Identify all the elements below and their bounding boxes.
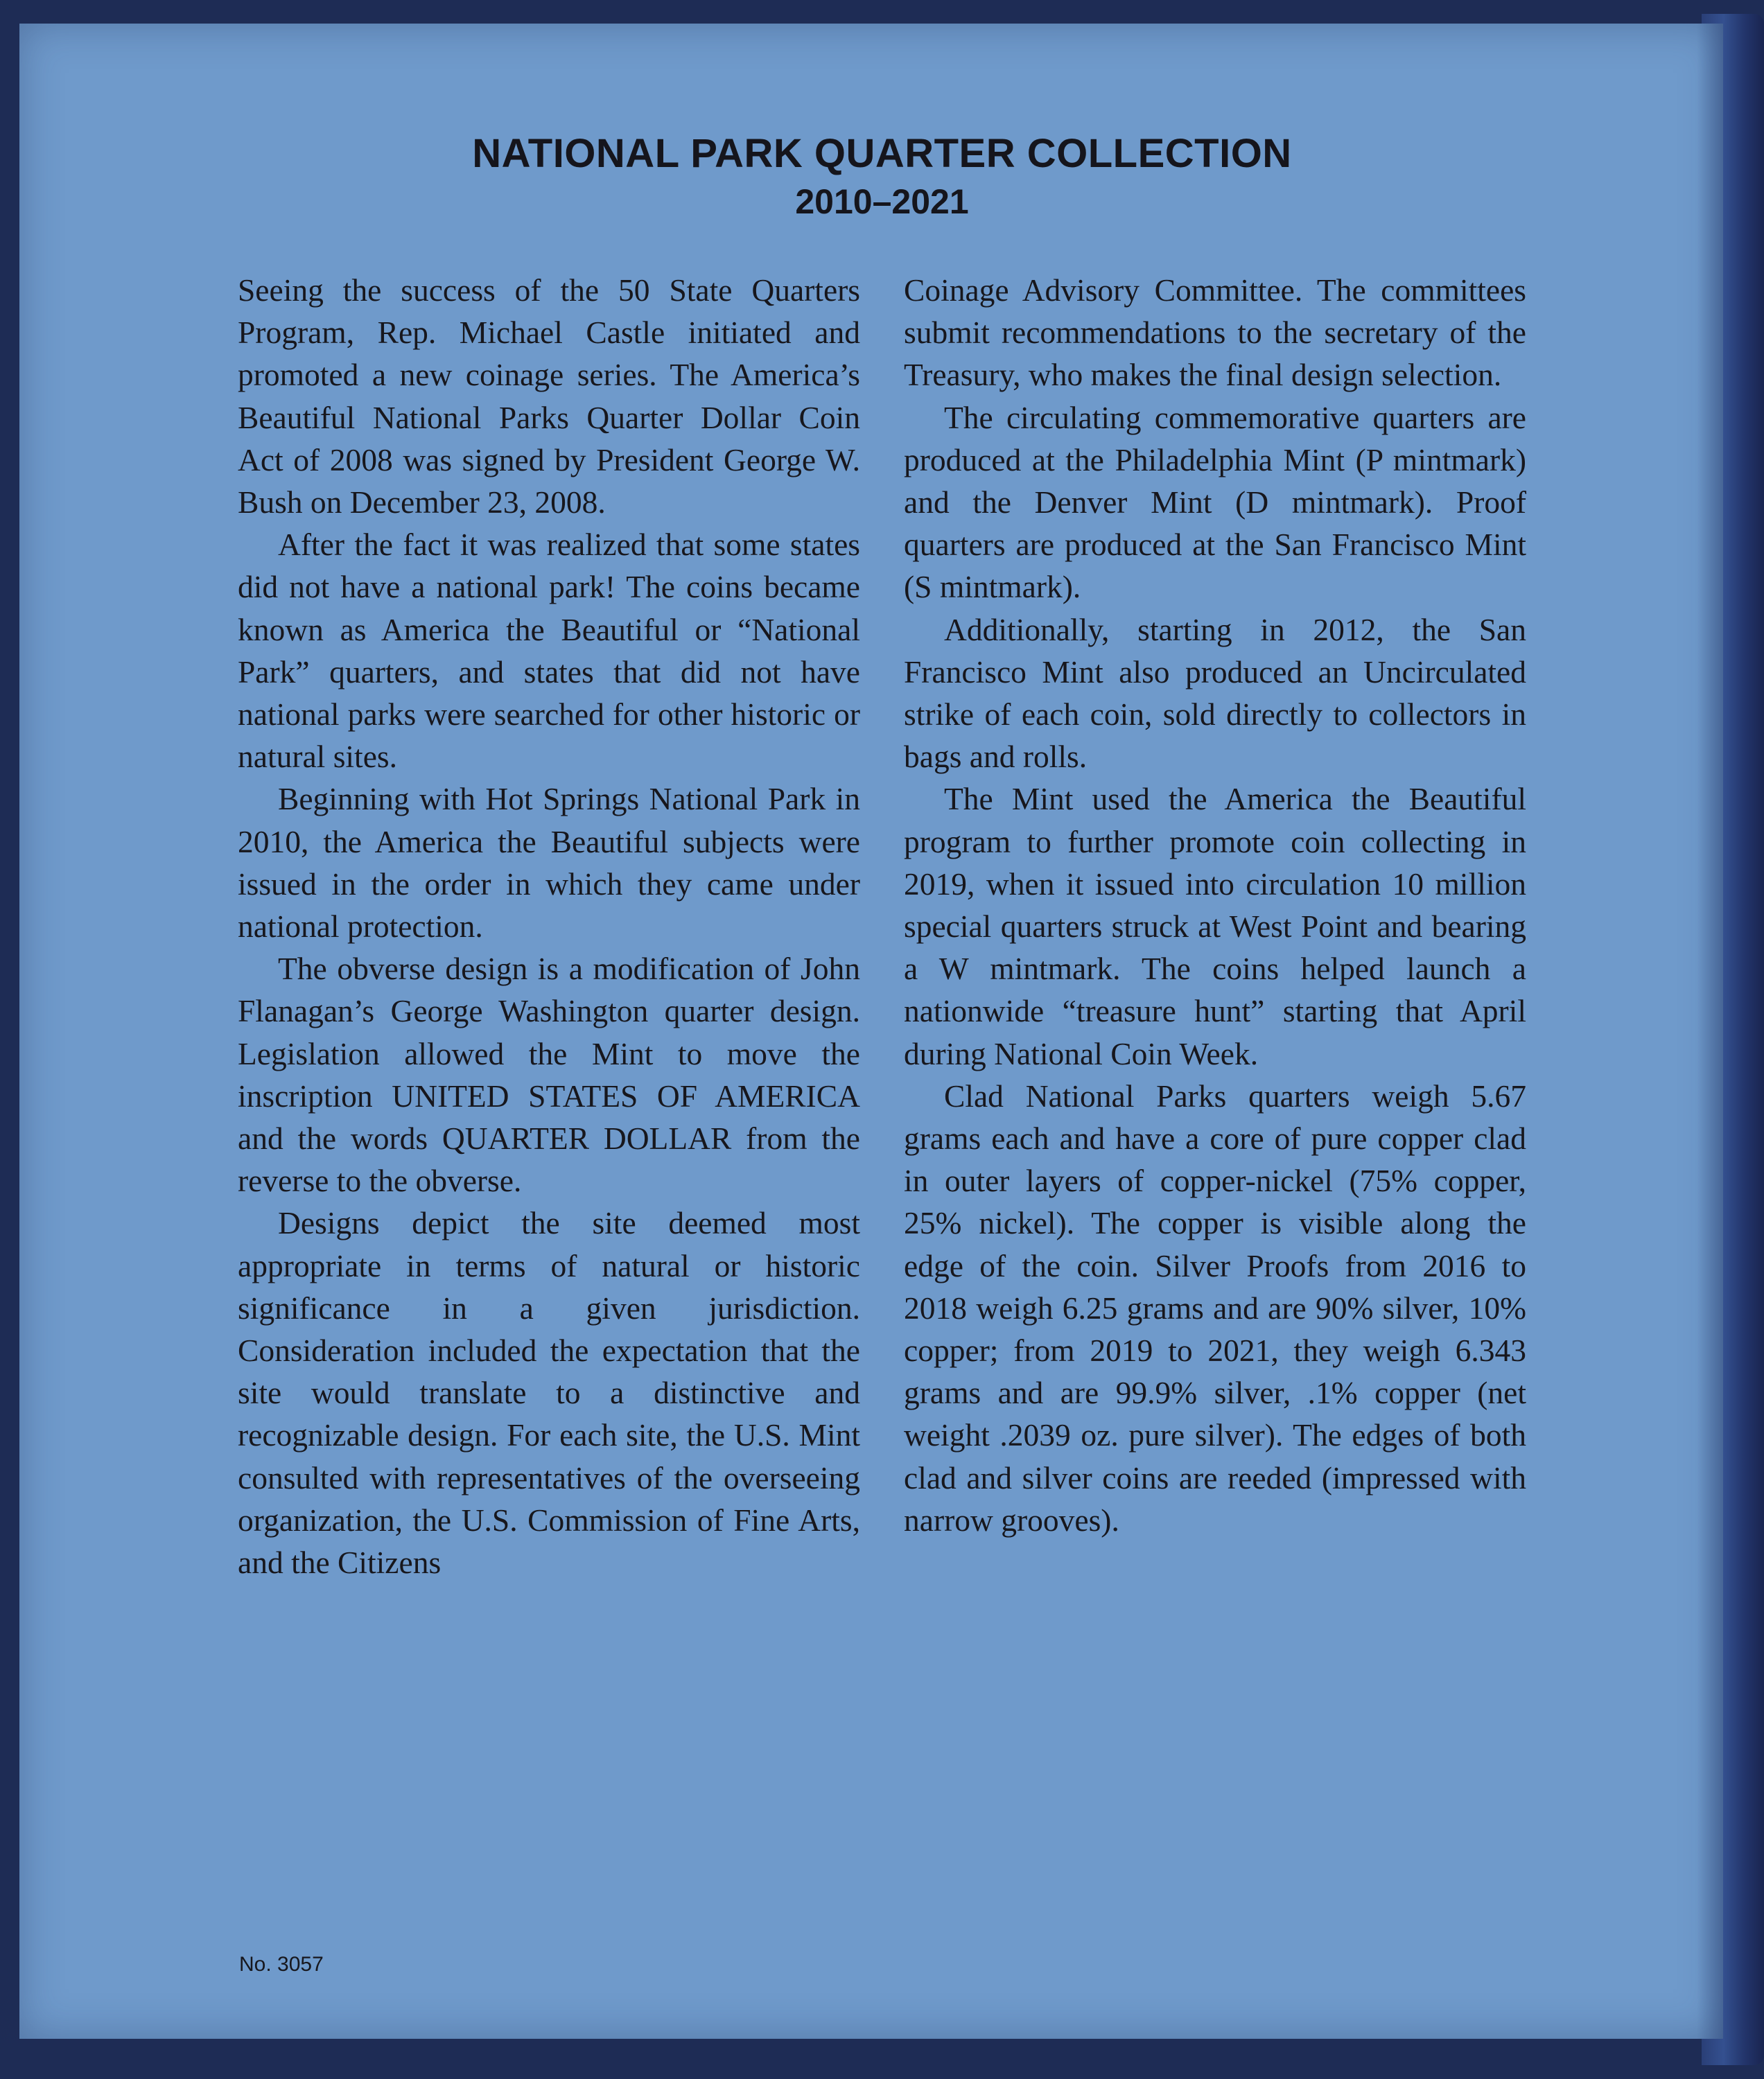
catalog-number: No. 3057 — [239, 1953, 324, 1976]
paragraph: The Mint used the America the Beautiful program to further promote coin collecting in 2019, when it issued into circulation 10 million special quarters struck at West Point and bearing a W mintmark. The coins helped launch a nationwide “treasure hunt” starting that April during National Coin Week. — [904, 781, 1526, 1071]
page-subtitle: 2010–2021 — [795, 182, 969, 221]
left-text-column — [238, 269, 860, 1584]
paragraph: Designs depict the site deemed most appropriate in terms of natural or historic significance in a given jurisdiction. Consideration included the expectation that the site would translate to a distinctive and recognizable design. For each site, the U.S. Mint consulted with representatives of the overseeing organization, the U.S. Commission of Fine Arts, and the Citizens — [238, 1205, 860, 1581]
paragraph: Beginning with Hot Springs National Park in 2010, the America the Beautiful subjects were issued in the order in which they came under national protection. — [238, 781, 860, 945]
panel-edge-shadow — [1697, 24, 1723, 2039]
page-title: NATIONAL PARK QUARTER COLLECTION — [472, 131, 1292, 176]
paragraph: Additionally, starting in 2012, the San Francisco Mint also produced an Uncirculated strike of each coin, sold directly to collectors in bags and rolls. — [904, 611, 1526, 775]
paragraph: After the fact it was realized that some states did not have a national park! The coins became known as America the Beautiful or “National Park” quarters, and states that did not have national parks were searched for other historic or natural sites. — [238, 527, 860, 775]
right-text-column — [904, 269, 1526, 1541]
paragraph: The circulating commemorative quarters are produced at the Philadelphia Mint (P mintmark) and the Denver Mint (D mintmark). Proof quarters are produced at the San Francisco Mint (S mintmark). — [904, 399, 1526, 605]
paragraph: Seeing the success of the 50 State Quarters Program, Rep. Michael Castle initiated and promoted a new coinage series. The America’s Beautiful National Parks Quarter Dollar Coin Act of 2008 was signed by President George W. Bush on December 23, 2008. — [238, 272, 860, 520]
paragraph: The obverse design is a modification of John Flanagan’s George Washington quarter design. Legislation allowed the Mint to move the inscription UNITED STATES OF AMERICA and the words QUARTER DOLLAR from the reverse to the obverse. — [238, 951, 860, 1199]
paragraph: Coinage Advisory Committee. The committees submit recommendations to the secretary of the Treasury, who makes the final design selection. — [904, 272, 1526, 393]
paragraph: Clad National Parks quarters weigh 5.67 grams each and have a core of pure copper clad in outer layers of copper-nickel (75% copper, 25% nickel). The copper is visible along the edge of the coin. Silver Proofs from 2016 to 2018 weigh 6.25 grams and are 90% silver, 10% copper; from 2019 to 2021, they weigh 6.343 grams and are 99.9% silver, .1% copper (net weight .2039 oz. pure silver). The edges of both clad and silver coins are reeded (impressed with narrow grooves). — [904, 1078, 1526, 1538]
